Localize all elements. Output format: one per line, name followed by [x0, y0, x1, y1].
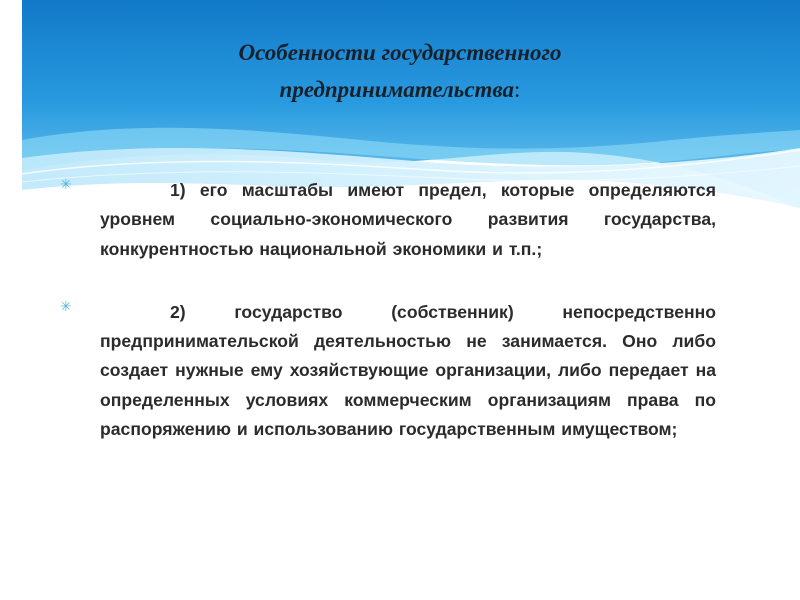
list-item: [60, 176, 716, 264]
slide-title-line1: Особенности государственного: [238, 40, 562, 65]
list-item-text: 2) государство (собственник) непосредственно предпринимательской деятельностью не занимается. Оно либо создает нужные ему хозяйствующие организации, либо передает на определенных условиях коммерческим организациям права по распоряжению и использованию государственным имуществом;: [100, 301, 716, 440]
slide-title: [150, 34, 650, 108]
slide-title-line2-text: предпринимательства: [279, 77, 515, 102]
asterisk-bullet-icon: ✳: [60, 177, 72, 193]
slide-title-line2: [150, 71, 650, 108]
list-item: [60, 298, 716, 444]
asterisk-bullet-icon: ✳: [60, 298, 72, 315]
list-item-text: 1) его масштабы имеют предел, которые определяются уровнем социально-экономического развития государства, конкурентностью национальной экономики и т.п.;: [100, 180, 716, 259]
slide-title-colon: :: [514, 77, 521, 102]
bullet-list: [60, 176, 716, 478]
